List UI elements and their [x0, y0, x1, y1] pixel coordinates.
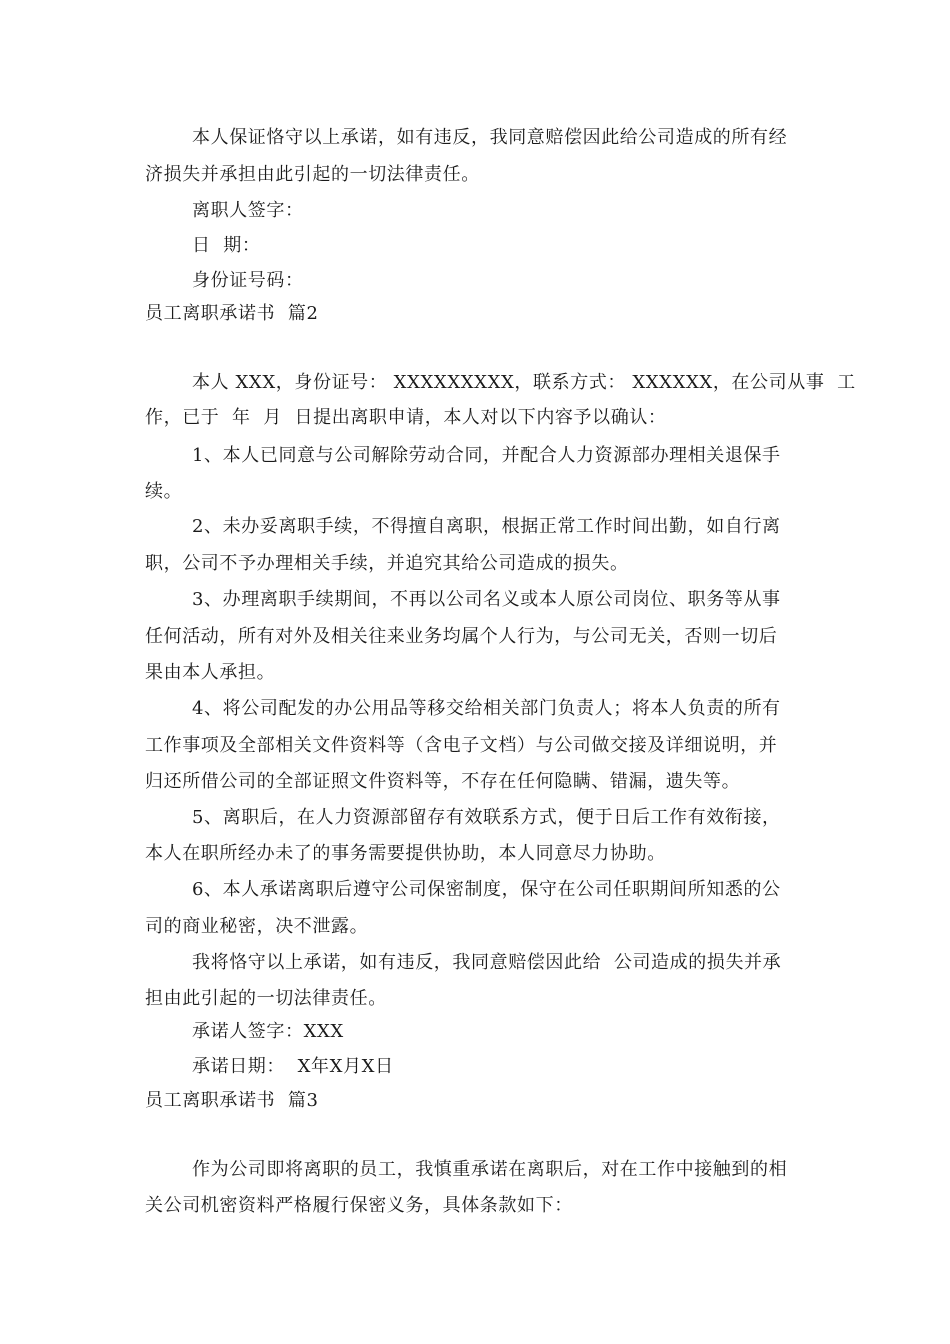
text-line: 果由本人承担。 — [145, 662, 276, 683]
text-line: 司的商业秘密，决不泄露。 — [145, 916, 369, 937]
text-line: 任何活动，所有对外及相关往来业务均属个人行为，与公司无关，否则一切后 — [145, 626, 778, 647]
signature-line: 承诺人签字：XXX — [192, 1021, 344, 1042]
text-line: 本人 XXX，身份证号： XXXXXXXXX，联系方式： XXXXXX，在公司从事 工 — [192, 372, 856, 393]
text-line: 1、本人已同意与公司解除劳动合同，并配合人力资源部办理相关退保手 — [192, 445, 781, 466]
text-line: 工作事项及全部相关文件资料等（含电子文档）与公司做交接及详细说明，并 — [145, 735, 778, 756]
text-line: 本人保证恪守以上承诺，如有违反，我同意赔偿因此给公司造成的所有经 — [192, 127, 788, 148]
text-line: 日 期： — [192, 235, 261, 256]
text-line: 本人在职所经办未了的事务需要提供协助，本人同意尽力协助。 — [145, 843, 666, 864]
text-line: 4、将公司配发的办公用品等移交给相关部门负责人；将本人负责的所有 — [192, 698, 781, 719]
text-line: 5、离职后，在人力资源部留存有效联系方式，便于日后工作有效衔接， — [192, 807, 781, 828]
text-line: 6、本人承诺离职后遵守公司保密制度，保守在公司任职期间所知悉的公 — [192, 879, 781, 900]
text-line: 3、办理离职手续期间，不再以公司名义或本人原公司岗位、职务等从事 — [192, 589, 781, 610]
text-line: 2、未办妥离职手续，不得擅自离职，根据正常工作时间出勤，如自行离 — [192, 516, 781, 537]
text-line: 我将恪守以上承诺，如有违反，我同意赔偿因此给 公司造成的损失并承 — [192, 952, 782, 973]
text-line: 关公司机密资料严格履行保密义务，具体条款如下： — [145, 1195, 573, 1216]
section-heading: 员工离职承诺书 篇2 — [145, 303, 319, 324]
text-line: 离职人签字： — [192, 200, 304, 221]
section-heading: 员工离职承诺书 篇3 — [145, 1090, 319, 1111]
text-line: 作，已于 年 月 日提出离职申请，本人对以下内容予以确认： — [145, 407, 667, 428]
text-line: 作为公司即将离职的员工，我慎重承诺在离职后，对在工作中接触到的相 — [192, 1159, 788, 1180]
text-line: 担由此引起的一切法律责任。 — [145, 988, 387, 1009]
text-line: 身份证号码： — [192, 270, 304, 291]
text-line: 济损失并承担由此引起的一切法律责任。 — [145, 164, 480, 185]
text-line: 职，公司不予办理相关手续，并追究其给公司造成的损失。 — [145, 553, 629, 574]
text-line: 归还所借公司的全部证照文件资料等，不存在任何隐瞒、错漏，遗失等。 — [145, 771, 741, 792]
date-line: 承诺日期： X年X月X日 — [192, 1056, 394, 1077]
text-line: 续。 — [145, 481, 183, 502]
